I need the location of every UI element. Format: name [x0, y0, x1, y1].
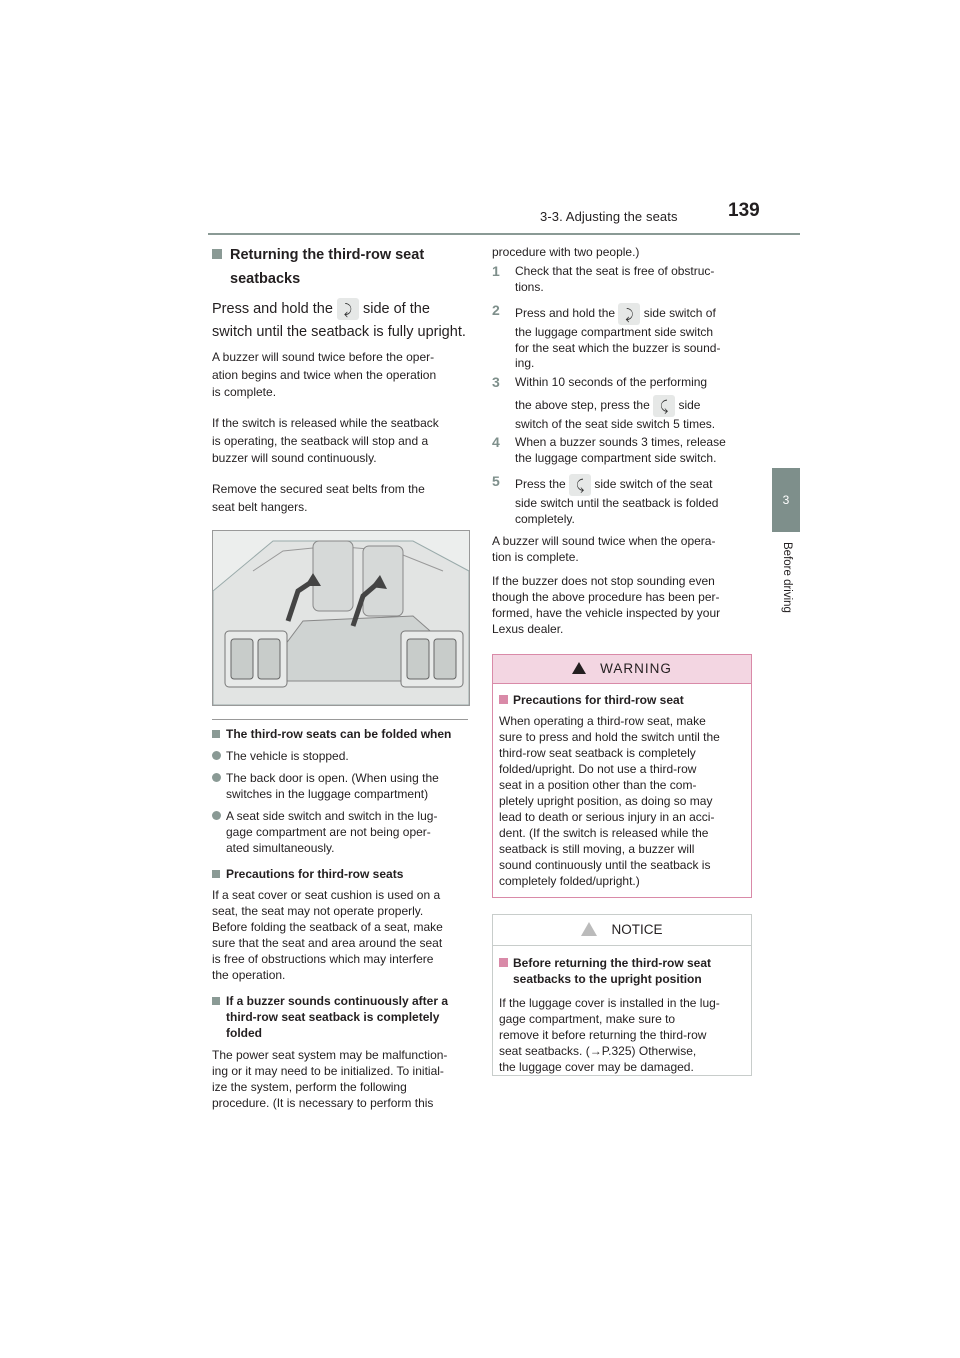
seat-illustration-svg [213, 531, 469, 705]
step-4: 4 When a buzzer sounds 3 times, release the luggage compartment side switch. [492, 434, 726, 465]
square-bullet-icon [212, 997, 220, 1005]
warning-triangle-icon [572, 662, 586, 674]
warning-title: WARNING [600, 661, 672, 676]
dealer-note: If the buzzer does not stop sounding even though the above procedure has been per- formed, have the vehicle inspected by your Lexus dealer. [492, 574, 721, 636]
dot-bullet-icon [212, 811, 221, 820]
chapter-title [780, 544, 794, 654]
dot-bullet-icon [212, 751, 221, 760]
lead-instruction [212, 298, 472, 343]
notice-triangle-icon [581, 922, 597, 936]
step-2: 2 Press and hold the ⤸ side switch of the luggage compartment side switch for the seat which the buzzer is sound- ing. [492, 302, 721, 370]
warning-box [492, 654, 752, 898]
warning-text: When operating a third-row seat, make sure to press and hold the switch until the third-row seat seatback is completely folded/upright. Do not use a third-row seat in a position other than the com- pletely upright position, as doing so may lead to death or serious injury in an acci- dent. (If the switch is released while the seatback is still moving, a buzzer will sound continuously until the seatback is completely folded/upright.) [499, 714, 720, 888]
step-number: 4 [492, 434, 500, 450]
arrow-right-icon: → [589, 1044, 602, 1058]
paragraph-buzzer: A buzzer will sound twice before the oper- ation begins and twice when the operation is complete. [212, 350, 437, 399]
third-row-seat-illustration [212, 530, 470, 706]
chapter-title-text: Before driving [781, 542, 793, 613]
notice-header [493, 915, 751, 946]
notice-box [492, 914, 752, 1076]
chapter-number: 3 [782, 493, 790, 507]
paragraph-released: If the switch is released while the seatback is operating, the seatback will stop and a buzzer will sound continuously. [212, 416, 439, 465]
step-number: 3 [492, 374, 500, 390]
bullet-stopped: The vehicle is stopped. [212, 748, 486, 764]
heading-line1: Returning the third-row seat [230, 247, 425, 263]
step-number: 2 [492, 302, 500, 318]
step-3: 3 Within 10 seconds of the performing the above step, press the ⤹ side switch of the seat side switch 5 times. [492, 374, 716, 431]
seat-up-switch-icon: ⤸ [337, 298, 359, 320]
step-1: 1 Check that the seat is free of obstruc- tions. [492, 263, 715, 294]
section-heading [212, 244, 462, 290]
fold-conditions-heading: The third-row seats can be folded when [212, 726, 472, 742]
page-number: 139 [728, 200, 760, 221]
procedure-continued: procedure with two people.) [492, 245, 640, 259]
lead-part1: Press and hold the [212, 301, 333, 317]
section-title: 3-3. Adjusting the seats [540, 209, 678, 224]
lead-line2: switch until the seatback is fully upright. [212, 324, 466, 341]
step-number: 1 [492, 263, 500, 279]
square-bullet-icon [212, 249, 222, 259]
heading-line2: seatbacks [230, 271, 301, 287]
warning-header [493, 655, 751, 684]
square-bullet-icon [499, 695, 508, 704]
notice-text: If the luggage cover is installed in the lug- gage compartment, make sure to remove it before returning the third-row seat seatbacks. (→P.325) Otherwise, the luggage cover may be damaged. [499, 996, 720, 1074]
dot-bullet-icon [212, 773, 221, 782]
lead-part2: side of the [362, 301, 430, 317]
step-5: 5 Press the ⤹ side switch of the seat side switch until the seatback is folded completely. [492, 473, 719, 526]
buzzer-heading: If a buzzer sounds continuously after a third-row seat seatback is completely folded [212, 993, 472, 1041]
precautions-text: If a seat cover or seat cushion is used on a seat, the seat may not operate properly. Before folding the seatback of a seat, make sure that the seat and area around the seat is free of obstructions which may interfere the operation. [212, 888, 443, 982]
square-bullet-icon [499, 958, 508, 967]
notice-title: NOTICE [611, 922, 663, 937]
buzzer-text: The power seat system may be malfunction- ing or it may need to be initialized. To initial- ize the system, perform the following procedure. (It is necessary to perform this [212, 1048, 448, 1110]
completion-note: A buzzer will sound twice when the opera- tion is complete. [492, 534, 716, 564]
notice-heading: Before returning the third-row seat seatbacks to the upright position [499, 955, 744, 987]
step-number: 5 [492, 473, 500, 489]
seat-fold-switch-icon: ⤹ [653, 395, 675, 417]
square-bullet-icon [212, 730, 220, 738]
warning-heading: Precautions for third-row seat [499, 692, 744, 708]
bullet-switches: A seat side switch and switch in the lug- gage compartment are not being oper- ated simultaneously. [212, 808, 486, 856]
precautions-heading: Precautions for third-row seats [212, 866, 472, 882]
paragraph-seatbelts: Remove the secured seat belts from the seat belt hangers. [212, 482, 425, 514]
seat-up-switch-icon: ⤸ [618, 303, 640, 325]
header-rule [208, 233, 800, 235]
bullet-door-open: The back door is open. (When using the switches in the luggage compartment) [212, 770, 486, 802]
square-bullet-icon [212, 870, 220, 878]
figure-rule [212, 719, 468, 720]
seat-fold-switch-icon: ⤹ [569, 474, 591, 496]
